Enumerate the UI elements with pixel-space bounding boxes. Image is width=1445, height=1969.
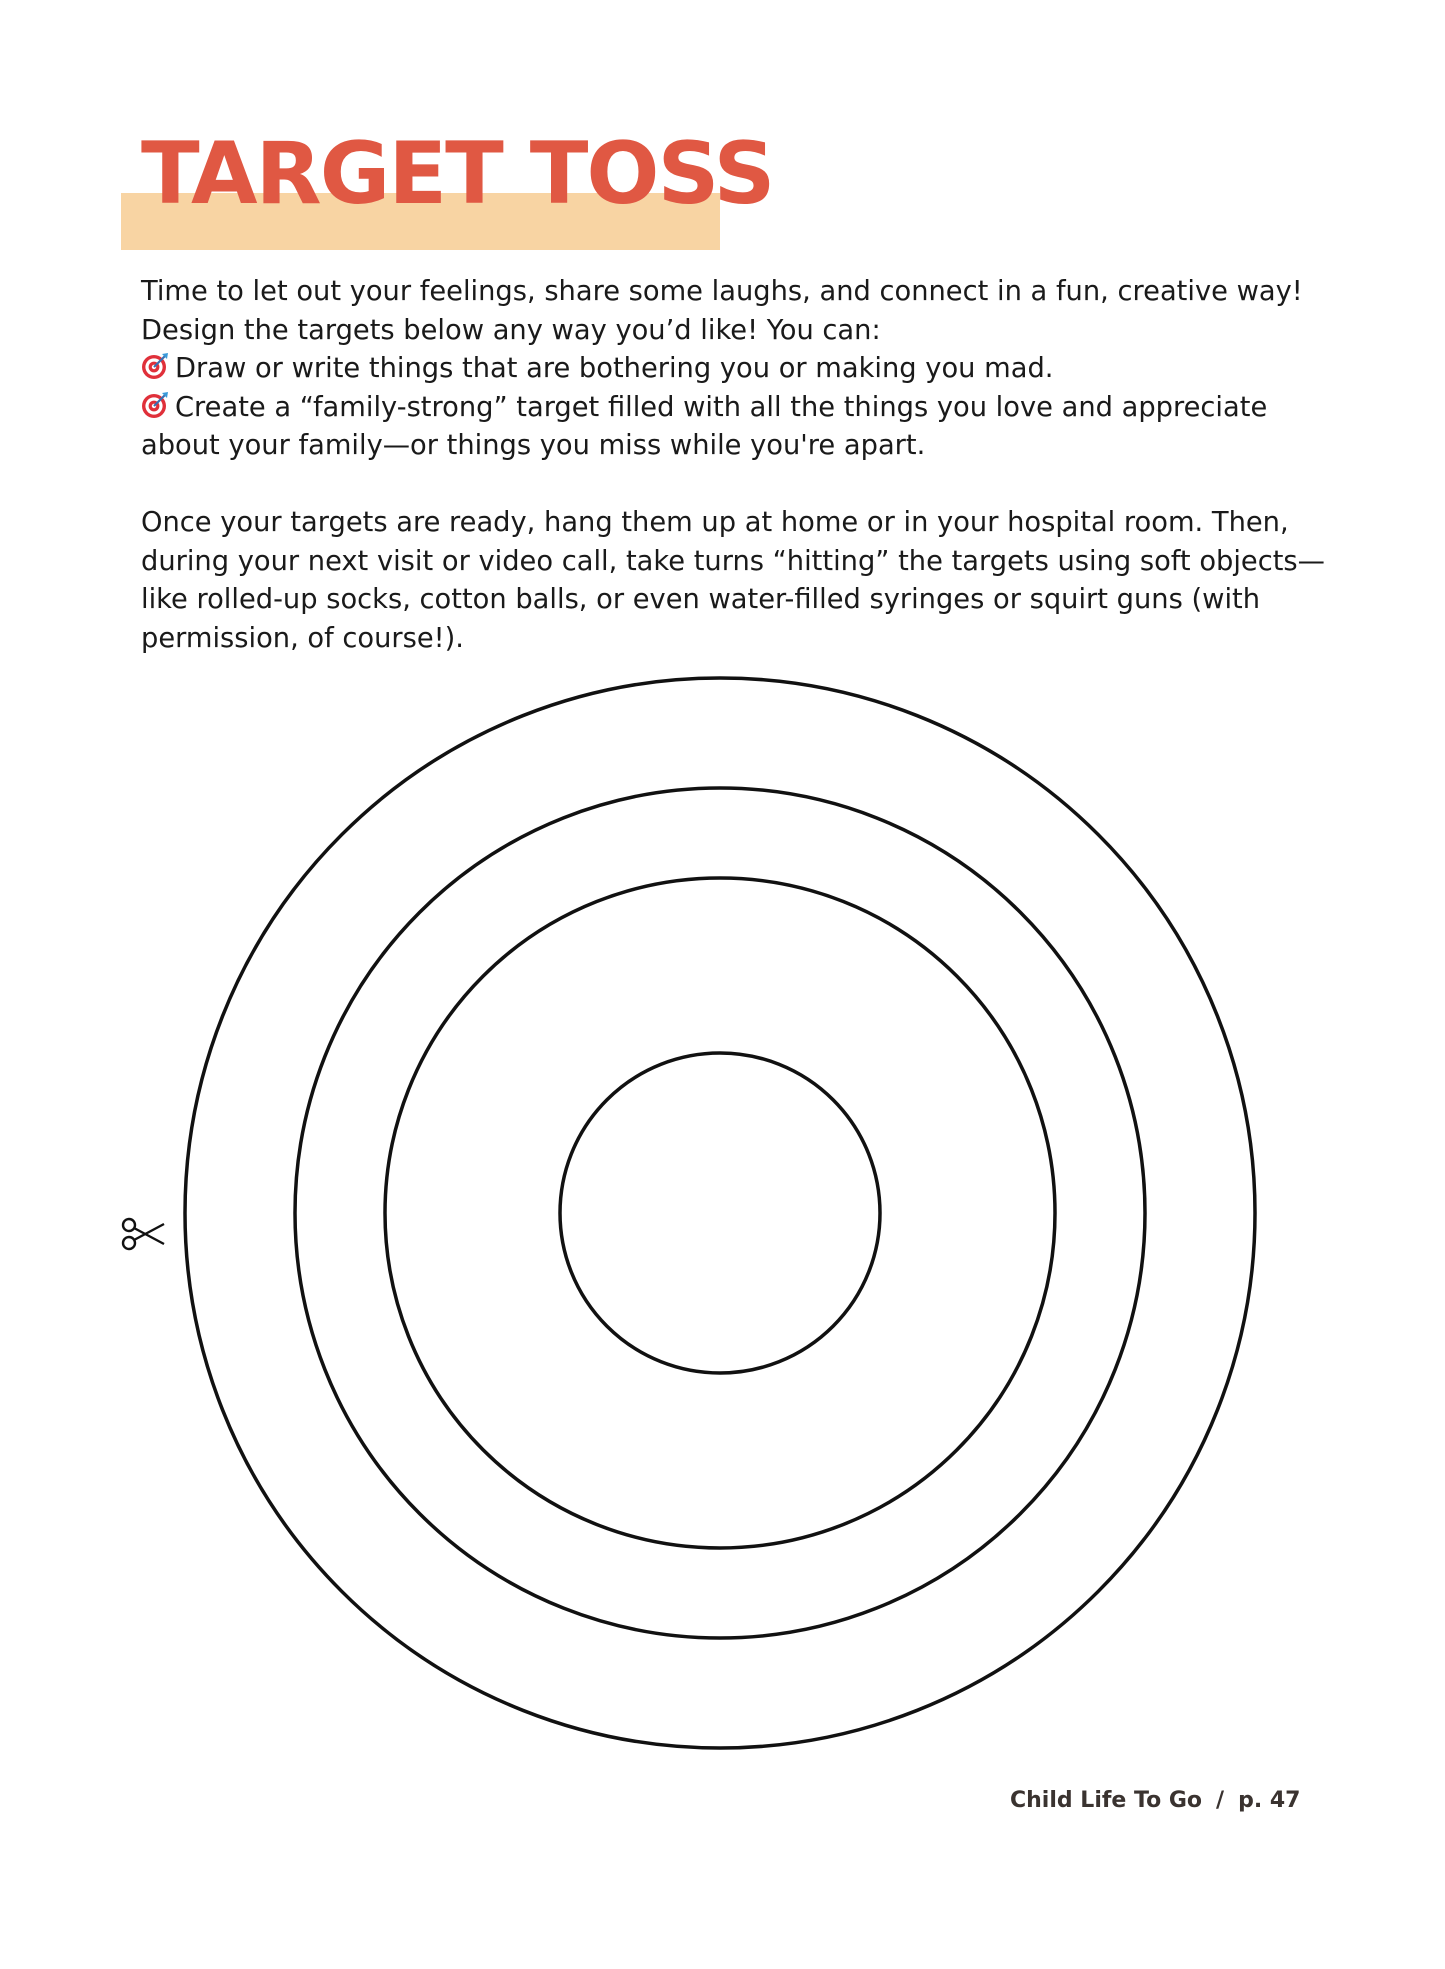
publication-name: Child Life To Go [1010, 1788, 1203, 1813]
page-footer [1010, 1788, 1300, 1813]
scissors-icon [120, 1214, 166, 1254]
instructions-line: permission, of course!). [141, 622, 464, 654]
target-ring-outer [185, 678, 1255, 1748]
target-ring-bullseye [560, 1053, 880, 1373]
page-number: p. 47 [1238, 1788, 1301, 1813]
instructions-line: during your next visit or video call, take turns “hitting” the targets using soft objects— [141, 545, 1325, 577]
target-ring-third [385, 878, 1055, 1548]
bullet-text: Draw or write things that are bothering you or making you mad. [175, 353, 1054, 384]
bullet-text: Create a “family-strong” target filled with all the things you love and appreciate [175, 391, 1268, 423]
intro-line: Design the targets below any way you’d like! You can: [141, 314, 881, 346]
page-title: TARGET TOSS [141, 124, 774, 224]
instructions-line: Once your targets are ready, hang them up at home or in your hospital room. Then, [141, 507, 1289, 538]
target-ring-second [295, 788, 1145, 1638]
intro-line: Time to let out your feelings, share some laughs, and connect in a fun, creative way! [141, 276, 1303, 307]
bullet-continuation: about your family—or things you miss while you're apart. [141, 430, 926, 461]
footer-separator: / [1216, 1788, 1225, 1813]
instructions-line: like rolled-up socks, cotton balls, or even water-filled syringes or squirt guns (with [141, 584, 1261, 615]
